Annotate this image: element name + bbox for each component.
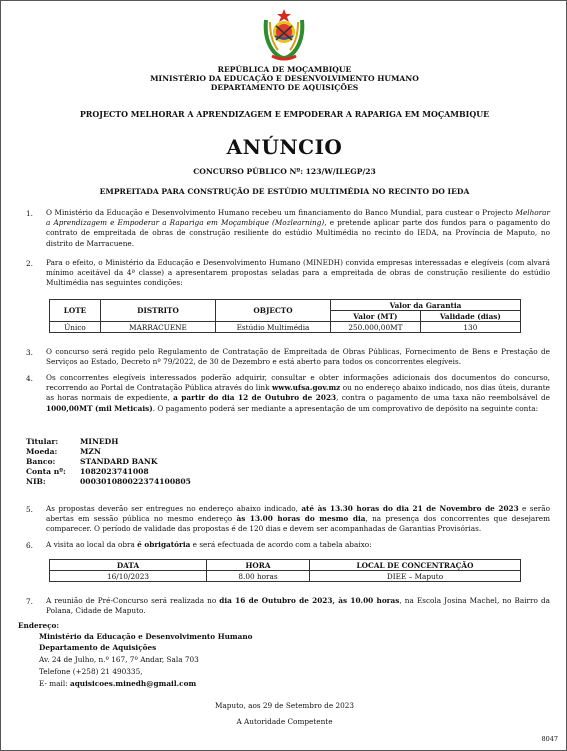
ministry-line: MINISTÉRIO DA EDUCAÇÃO E DESENVOLVIMENTO HUMANO [150, 74, 419, 83]
project-name-italic: Melhorar a Aprendizagem e Empoderar a Rapariga em Moçambique (Mozlearning) [46, 208, 551, 228]
currency: MZN [80, 447, 101, 456]
paragraph-7: A reunião de Pré-Concurso será realizada no dia 16 de Outubro de 2023, às 10.00 horas, na Escola Josina Machel, no Bairro da Polana, Cidade de Maputo. [46, 596, 550, 616]
item-number-1: 1. [26, 209, 33, 218]
portal-link[interactable]: www.ufsa.gov.mz [271, 383, 341, 393]
document-code: 8047 [541, 735, 558, 743]
meeting-date: dia 16 de Outubro de 2023, às 10.00 horas [219, 596, 400, 605]
item-number-3: 3. [26, 348, 33, 357]
address-email: E- mail: aquisicoes.minedh@gmail.com [39, 679, 197, 688]
item-number-2: 2. [26, 259, 33, 268]
date-header: DATA [50, 560, 207, 571]
account-number: 1082023741008 [80, 467, 149, 476]
visit-location: DIEE – Maputo [310, 571, 521, 582]
visit-table [49, 559, 521, 582]
district-cell: MARRACUENE [101, 322, 216, 333]
page-title: ANÚNCIO [226, 135, 343, 159]
table-row [50, 571, 521, 582]
republic-line: REPÚBLICA DE MOÇAMBIQUE [217, 65, 352, 74]
address-ministry: Ministério da Educação e Desenvolvimento Humano [39, 632, 253, 641]
value-header: Valor (MT) [331, 311, 421, 322]
paragraph-4: Os concorrentes elegíveis interessados poderão adquirir, consultar e obter informações adicionais dos documentos do concurso, recorrendo ao Portal de Contratação Pública através do link www.ufsa.gov.mz ou no endereço abaixo indicado, nos dias úteis, durante as horas normais de expediente, a partir do dia 12 de Outubro de 2023, contra o pagamento de uma taxa não reembolsável de 1000,00MT (mil Meticais). O pagamento poderá ser mediante a apresentação de um comprovativo de depósito na seguinte conta: [46, 373, 550, 413]
time-header: HORA [207, 560, 310, 571]
opening-time: às 13.00 horas do mesmo dia [236, 514, 366, 524]
item-number-6: 6. [26, 541, 33, 550]
visit-time: 8.00 horas [207, 571, 310, 582]
object-header: OBJECTO [216, 300, 331, 322]
account-holder: MINEDH [80, 437, 119, 446]
lot-table [49, 299, 521, 333]
paragraph-3: O concurso será regido pelo Regulamento de Contratação de Empreitada de Obras Públicas, Fornecimento de Bens e Prestação de Serviços ao Estado, Decreto nº 79/2022, de 30 de Dezembro e está aberto para todos os concorrentes elegíveis. [46, 347, 550, 367]
location-header: LOCAL DE CONCENTRAÇÃO [310, 560, 521, 571]
item-number-7: 7. [26, 597, 33, 606]
item-number-5: 5. [26, 505, 33, 514]
paragraph-5: As propostas deverão ser entregues no endereço abaixo indicado, até às 13.30 horas do dia 21 de Novembro de 2023 e serão abertas em sessão pública no mesmo endereço às 13.00 horas do mesmo dia, na presença dos concorrentes que desejarem comparecer. O período de validade das propostas é de 120 dias e devem ser acompanhadas de Garantias Provisórias. [46, 504, 551, 534]
department-line: DEPARTAMENTO DE AQUISIÇÕES [210, 83, 359, 92]
paragraph-1: O Ministério da Educação e Desenvolvimento Humano recebeu um financiamento do Banco Mundial, para custear o Projecto Melhorar a Aprendizagem e Empoderar a Rapariga em Moçambique (Mozlearning), e pretende aplicar parte dos fundos para o pagamento do contrato de empreitada de obras de construção resiliente do estúdio Multimédia no recinto do IEDA, na Província de Maputo, no distrito de Marracuene. [46, 208, 551, 248]
district-header: DISTRITO [101, 300, 216, 322]
project-title: PROJECTO MELHORAR A APRENDIZAGEM E EMPODERAR A RAPARIGA EM MOÇAMBIQUE [79, 110, 490, 119]
object-cell: Estúdio Multimédia [216, 322, 331, 333]
address-label: Endereço: [18, 621, 60, 630]
guarantee-header: Valor da Garantia [331, 300, 521, 311]
paragraph-6: A visita ao local da obra é obrigatória e será efectuada de acordo com a tabela abaixo: [46, 540, 372, 549]
lot-cell: Único [50, 322, 101, 333]
address-department: Departamento de Aquisições [39, 643, 157, 652]
address-phone: Telefone (+258) 21 490335, [39, 667, 143, 676]
submission-deadline: até às 13.30 horas do dia 21 de Novembro de 2023 [301, 504, 519, 513]
place-date: Maputo, aos 29 de Setembro de 2023 [214, 701, 355, 710]
validity-header: Validade (dias) [420, 311, 520, 322]
start-date: a partir do dia 12 de Outubro de 2023 [173, 393, 337, 403]
bank-details: Titular: MINEDH Moeda: MZN Banco: STANDARD BANK Conta nº: 1082023741008 NIB: 000301080022374100805 [26, 437, 191, 486]
value-cell: 250.000,00MT [331, 322, 421, 333]
bank-name: STANDARD BANK [80, 457, 158, 466]
address-street: Av. 24 de Julho, n.º 167, 7º Andar, Sala 703 [39, 655, 199, 664]
visit-date: 16/10/2023 [50, 571, 207, 582]
tender-number: CONCURSO PÚBLICO Nº: 123/W/ILEGP/23 [193, 167, 376, 176]
works-title: EMPREITADA PARA CONSTRUÇÃO DE ESTÚDIO MULTIMÉDIA NO RECINTO DO IEDA [99, 187, 470, 196]
paragraph-2: Para o efeito, o Ministério da Educação e Desenvolvimento Humano (MINEDH) convida empresas interessadas e elegíveis (com alvará mínimo aceitável da 4ª classe) a apresentarem propostas seladas para a empreitada de obras de construção resiliente do estúdio Multimédia nas seguintes condições: [46, 258, 550, 288]
authority-signature: A Autoridade Competente [236, 717, 333, 726]
mandatory-visit: é obrigatória [137, 540, 191, 549]
lot-header: LOTE [50, 300, 101, 322]
nib-number: 000301080022374100805 [80, 477, 191, 486]
mozambique-emblem [260, 6, 308, 62]
email-link[interactable]: aquisicoes.minedh@gmail.com [69, 679, 197, 688]
validity-cell: 130 [420, 322, 520, 333]
table-row [50, 322, 521, 333]
document-fee: 1000,00MT (mil Meticais) [46, 403, 153, 413]
item-number-4: 4. [26, 374, 33, 383]
